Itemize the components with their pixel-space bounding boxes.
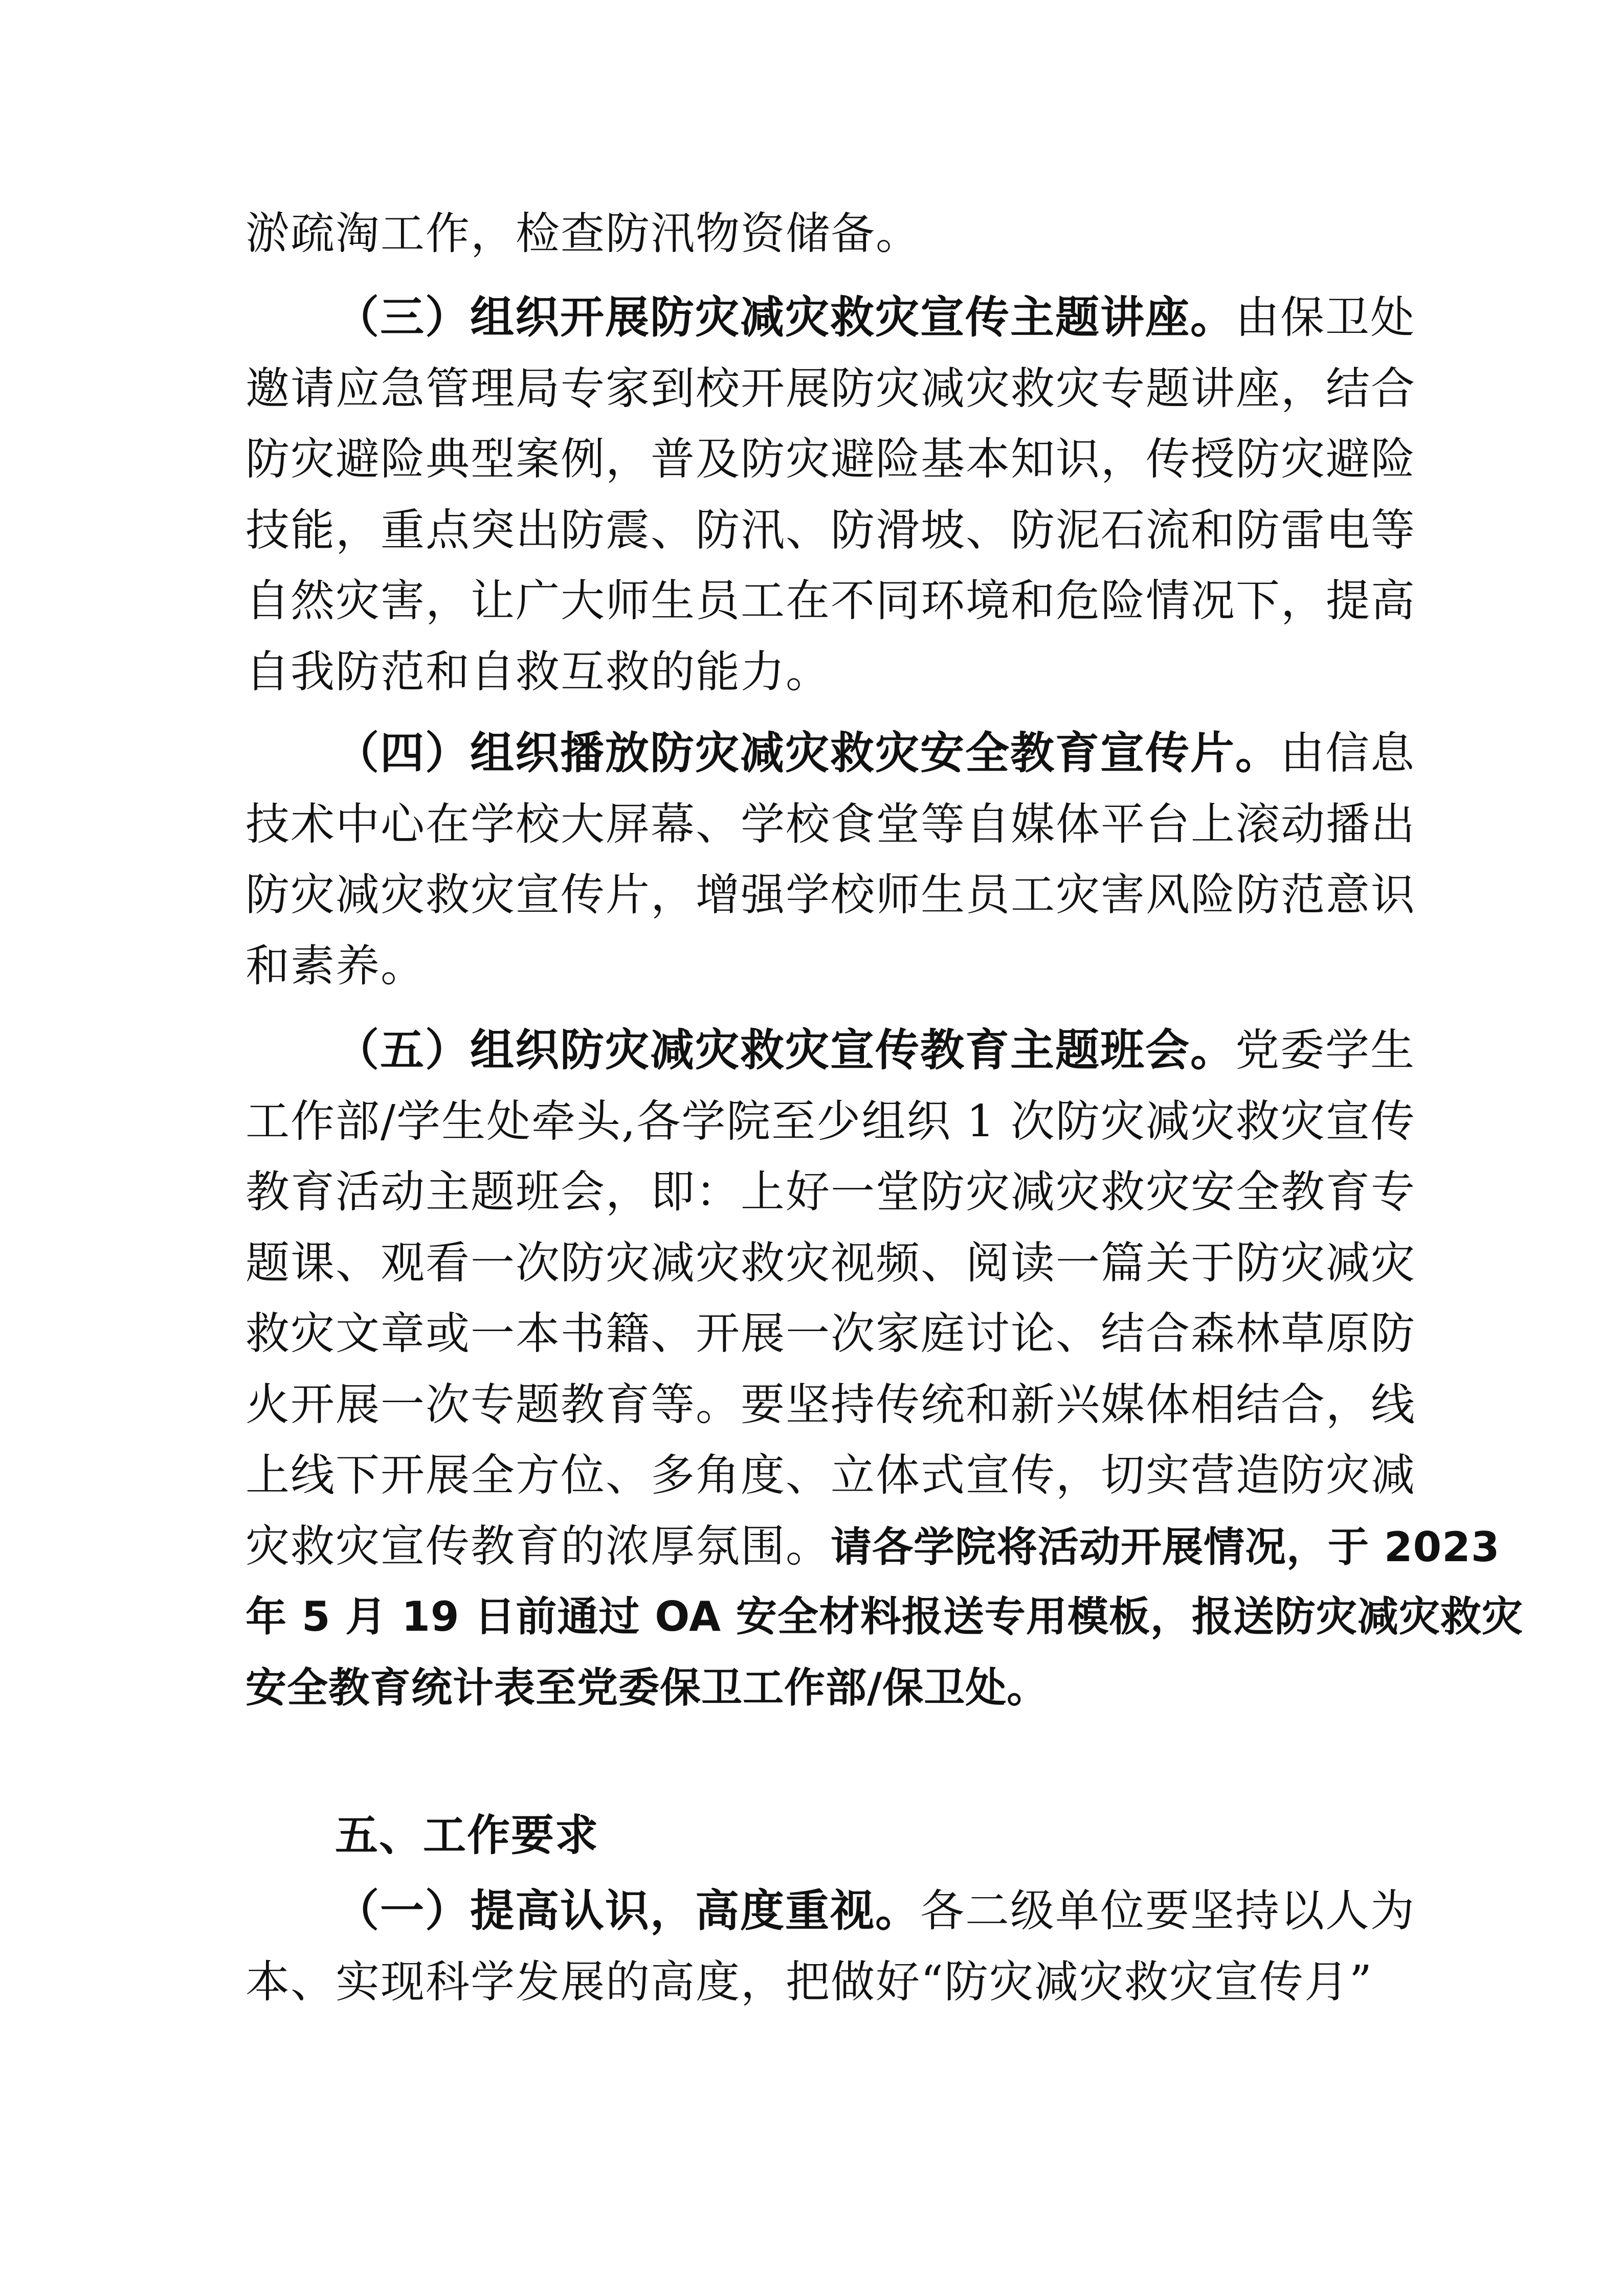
section-heading: 五、工作要求 (335, 1810, 599, 1860)
text-line: 和素养。 (246, 940, 426, 992)
text-line: 淤疏淘工作，检查防汛物资储备。 (246, 208, 921, 259)
paragraph-video (246, 718, 1416, 1001)
item-heading: （三）组织开展防灾减灾救灾宣传主题讲座。 (335, 291, 1235, 343)
text-line: 防灾避险典型案例，普及防灾避险基本知识，传授防灾避险 (246, 434, 1416, 485)
item-heading: （四）组织播放防灾减灾救灾安全教育宣传片。 (335, 727, 1280, 779)
item-heading: （五）组织防灾减灾救灾宣传教育主题班会。 (335, 1024, 1235, 1076)
text-line: 本、实现科学发展的高度，把做好“防灾减灾救灾宣传月” (246, 1956, 1373, 2008)
text-line: 自然灾害，让广大师生员工在不同环境和危险情况下，提高 (246, 575, 1416, 626)
text-line: 火开展一次专题教育等。要坚持传统和新兴媒体相结合，线 (246, 1379, 1416, 1430)
text-line: 题课、观看一次防灾减灾救灾视频、阅读一篇关于防灾减灾 (246, 1237, 1416, 1289)
paragraph-awareness (246, 1876, 1415, 2017)
text-line (246, 282, 1415, 353)
text-line: 上线下开展全方位、多角度、立体式宣传，切实营造防灾减 (246, 1450, 1416, 1501)
text-line: 教育活动主题班会，即：上好一堂防灾减灾救灾安全教育专 (246, 1166, 1416, 1218)
text-run: 由信息 (1280, 728, 1415, 779)
paragraph-class-meeting (246, 1015, 1523, 1723)
item-heading: （一）提高认识，高度重视。 (335, 1885, 920, 1937)
text-line: 防灾减灾救灾宣传片，增强学校师生员工灾害风险防范意识 (246, 869, 1416, 920)
text-line (246, 1876, 1415, 1947)
paragraph-continuation (246, 198, 1381, 269)
emphasis-line: 安全教育统计表至党委保卫工作部/保卫处。 (246, 1663, 1049, 1712)
emphasis-line: 年 5 月 19 日前通过 OA 安全材料报送专用模板，报送防灾减灾救灾 (246, 1593, 1523, 1640)
text-run: 各二级单位要坚持以人为 (920, 1885, 1415, 1937)
text-line (246, 1015, 1415, 1086)
paragraph-lecture (246, 282, 1416, 707)
text-line: 工作部/学生处牵头,各学院至少组织 1 次防灾减灾救灾宣传 (246, 1095, 1416, 1147)
text-line: 救灾文章或一本书籍、开展一次家庭讨论、结合森林草原防 (246, 1308, 1416, 1359)
text-line: 邀请应急管理局专家到校开展防灾减灾救灾专题讲座，结合 (246, 363, 1416, 414)
text-run: 由保卫处 (1235, 292, 1415, 343)
text-run: 党委学生 (1235, 1025, 1415, 1076)
text-run: 灾救灾宣传教育的浓厚氛围。 (246, 1520, 831, 1572)
text-line: 自我防范和自救互救的能力。 (246, 646, 831, 697)
text-line: 技能，重点突出防震、防汛、防滑坡、防泥石流和防雷电等 (246, 504, 1416, 556)
text-line: 技术中心在学校大屏幕、学校食堂等自媒体平台上滚动播出 (246, 798, 1416, 850)
text-line (246, 1511, 1500, 1582)
text-line (246, 718, 1415, 789)
section-heading-block (246, 1800, 1381, 1871)
emphasis-run: 请各学院将活动开展情况，于 2023 (831, 1523, 1500, 1571)
